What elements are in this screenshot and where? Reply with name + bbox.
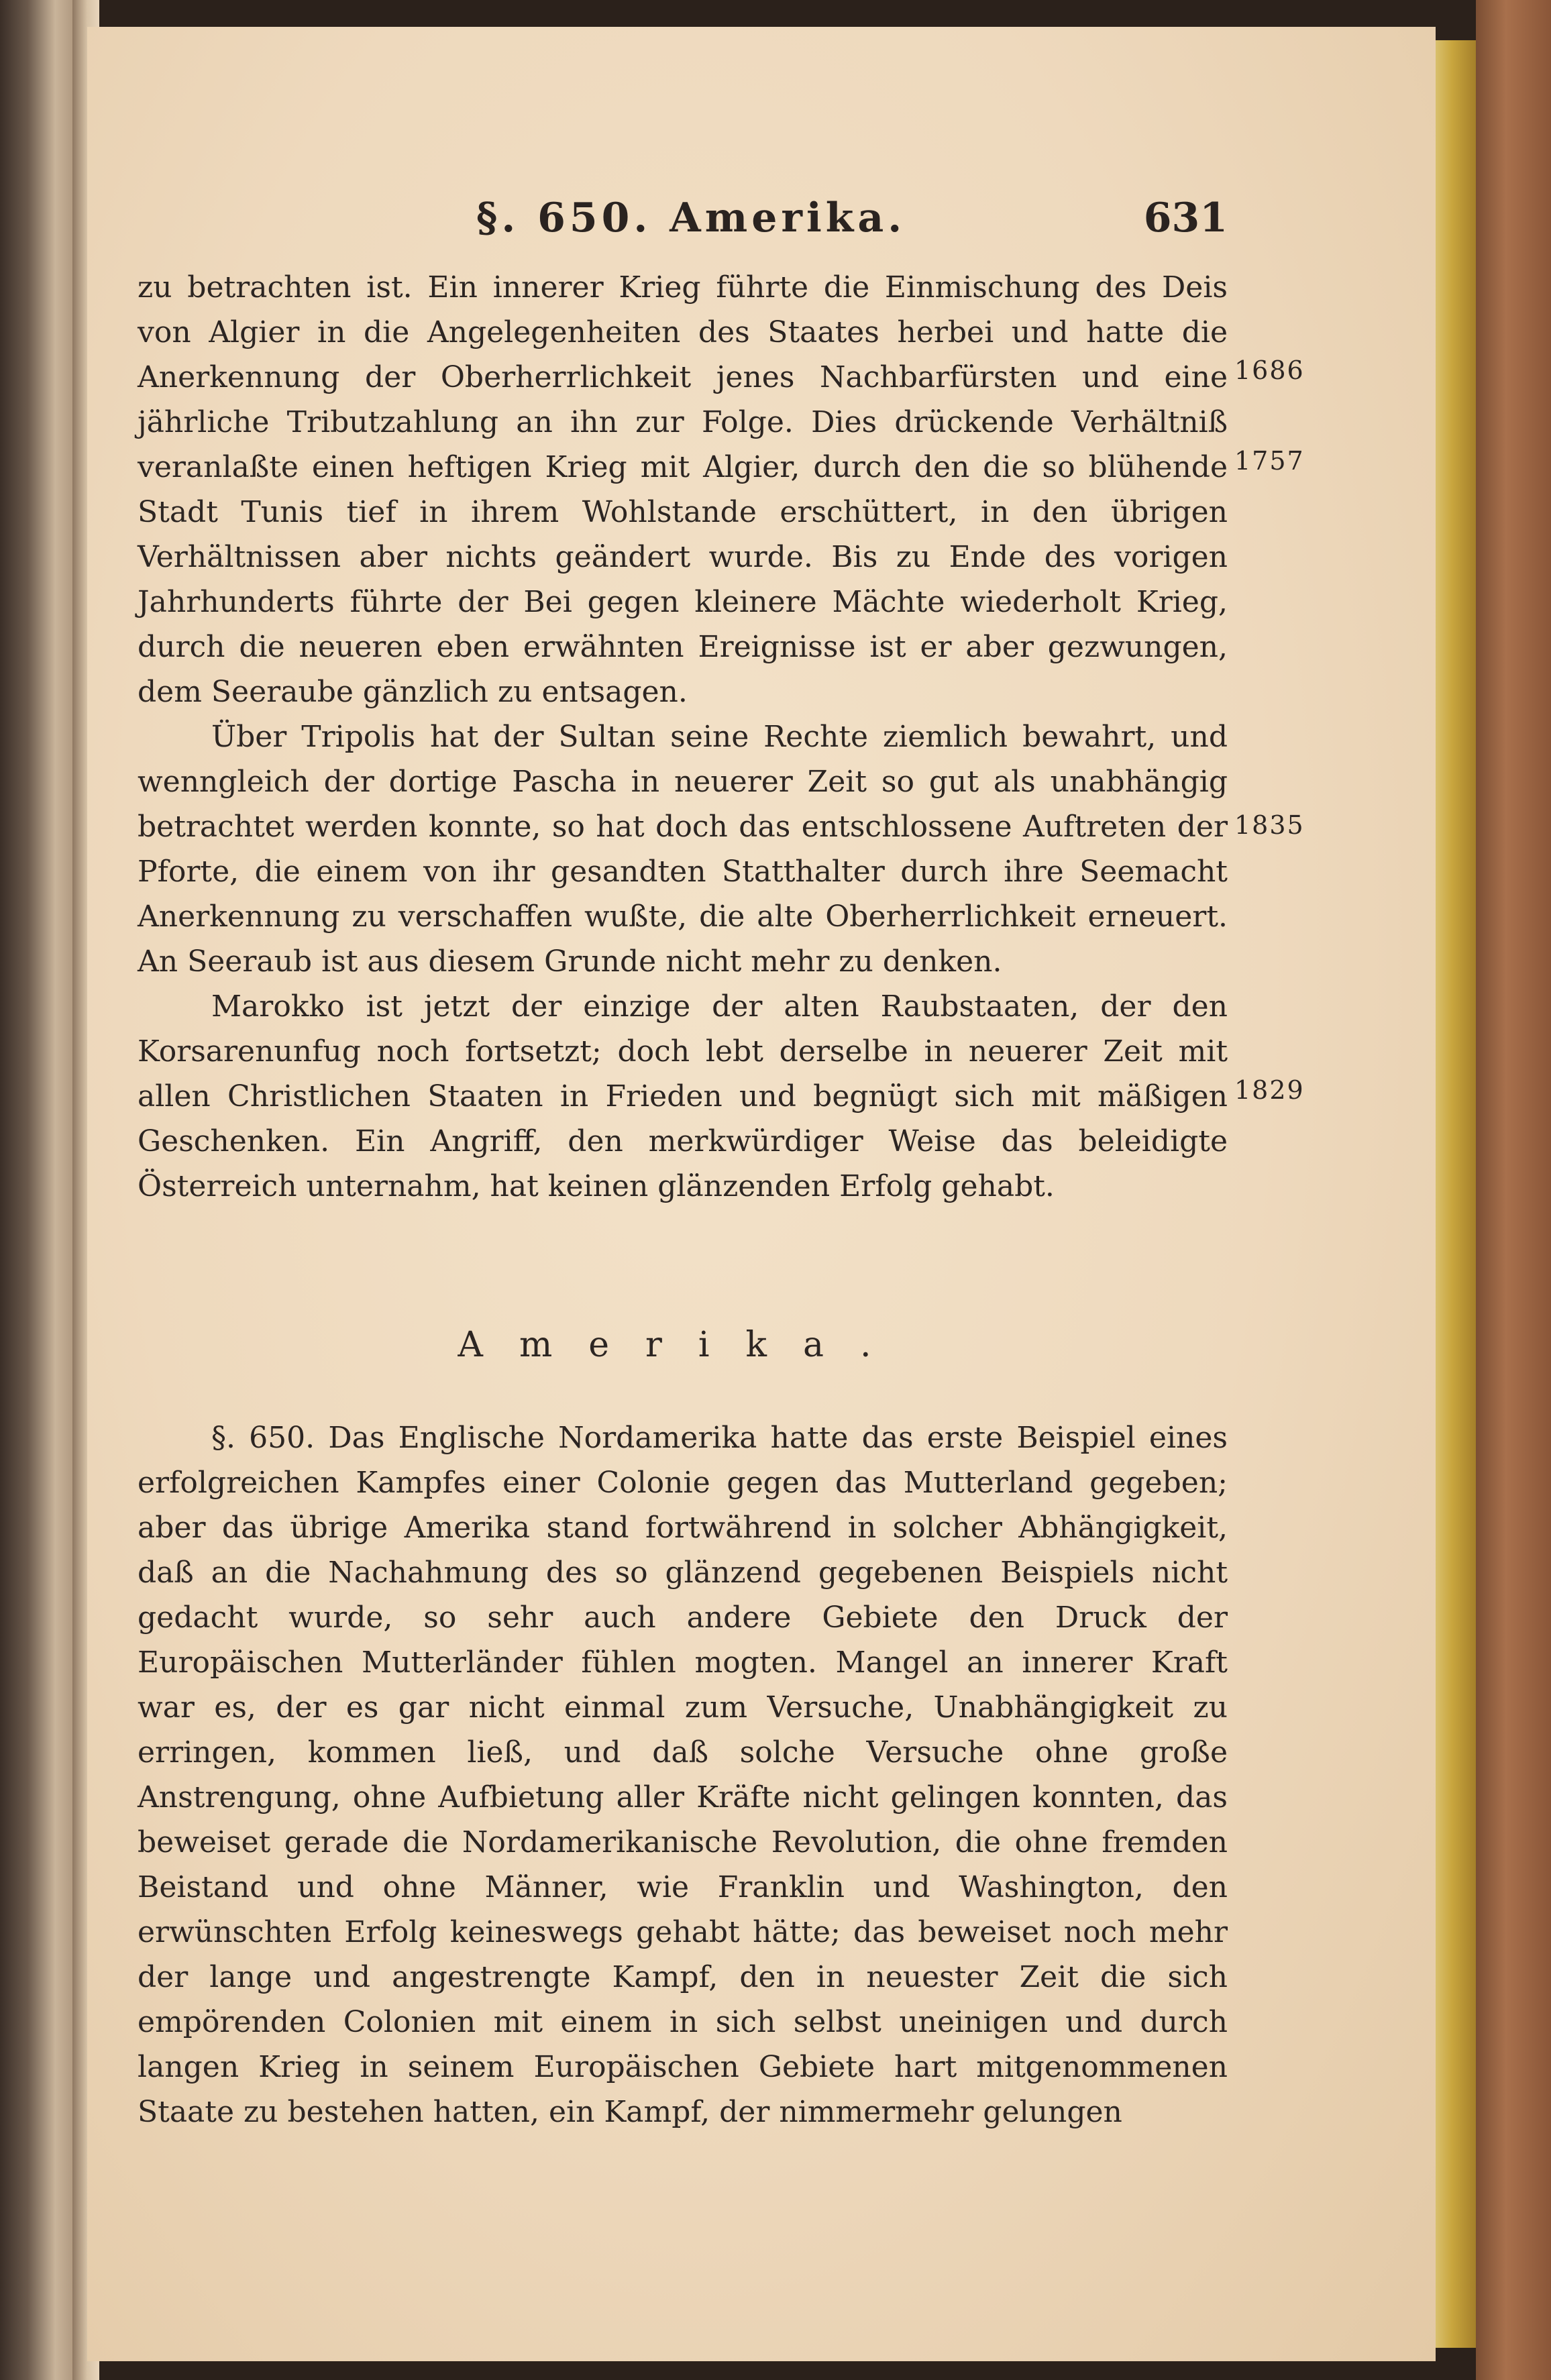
body-text-bottom [138,1415,1228,2134]
left-page-edge [0,0,79,2380]
page-number: 631 [1143,195,1228,241]
running-header [127,188,1228,248]
margin-year: 1686 [1234,356,1305,385]
page-edges-gilt [1436,40,1476,2348]
book-cover-edge [1476,0,1551,2380]
running-header-title: §. 650. Amerika. [476,195,906,241]
paragraph-tripolis: Über Tripolis hat der Sultan seine Rechte ziemlich bewahrt, und wenngleich der dortige Pascha in neuerer Zeit so gut als unabhängig betrachtet werden konnte, so hat doch das entschlossene Auftreten der Pforte, die einem von ihr gesandten Statthalter durch ihre Seemacht Anerkennung zu verschaffen wußte, die alte Oberherrlichkeit erneuert. An Seeraub ist aus diesem Grunde nicht mehr zu denken. [138,720,1228,979]
margin-year: 1835 [1234,810,1305,840]
body-text-top [138,265,1228,1209]
paragraph-amerika: §. 650. Das Englische Nordamerika hatte das erste Beispiel eines erfolgreichen Kampfes einer Colonie gegen das Mutterland gegeben; aber das übrige Amerika stand fortwährend in solcher Abhängigkeit, daß an die Nachahmung des so glänzend gegebenen Beispiels nicht gedacht wurde, so sehr auch andere Gebiete den Druck der Europäischen Mutterländer fühlen mogten. Mangel an innerer Kraft war es, der es gar nicht einmal zum Versuche, Unabhängigkeit zu erringen, kommen ließ, und daß solche Versuche ohne große Anstrengung, ohne Aufbietung aller Kräfte nicht gelingen konnten, das beweiset gerade die Nordamerikanische Revolution, die ohne fremden Beistand und ohne Männer, wie Franklin und Washington, den erwünschten Erfolg keineswegs gehabt hätte; das beweiset noch mehr der lange und angestrengte Kampf, den in neuester Zeit die sich empörenden Colonien mit einem in sich selbst uneinigen und durch langen Krieg in seinem Europäischen Gebiete hart mitgenommenen Staate zu bestehen hatten, ein Kampf, der nimmermehr gelungen [138,1421,1228,2129]
margin-year: 1757 [1234,446,1305,476]
margin-year: 1829 [1234,1075,1305,1105]
paragraph-tunis: zu betrachten ist. Ein innerer Krieg führte die Einmischung des Deis von Algier in die Angelegenheiten des Staates herbei und hatte die Anerkennung der Oberherrlichkeit jenes Nachbarfürsten und eine jährliche Tributzahlung an ihn zur Folge. Dies drückende Verhältniß veranlaßte einen heftigen Krieg mit Algier, durch den die so blühende Stadt Tunis tief in ihrem Wohlstande erschüttert, in den übrigen Verhältnissen aber nichts geändert wurde. Bis zu Ende des vorigen Jahrhunderts führte der Bei gegen kleinere Mächte wiederholt Krieg, durch die neueren eben erwähnten Ereignisse ist er aber gezwungen, dem Seeraube gänzlich zu entsagen. [138,270,1228,709]
section-heading: Amerika. [458,1325,908,1365]
paragraph-marokko: Marokko ist jetzt der einzige der alten Raubstaaten, der den Korsarenunfug noch fortsetzt; doch lebt derselbe in neuerer Zeit mit allen Christlichen Staaten in Frieden und begnügt sich mit mäßigen Geschenken. Ein Angriff, den merkwürdiger Weise das beleidigte Österreich unternahm, hat keinen glänzenden Erfolg gehabt. [138,989,1228,1203]
